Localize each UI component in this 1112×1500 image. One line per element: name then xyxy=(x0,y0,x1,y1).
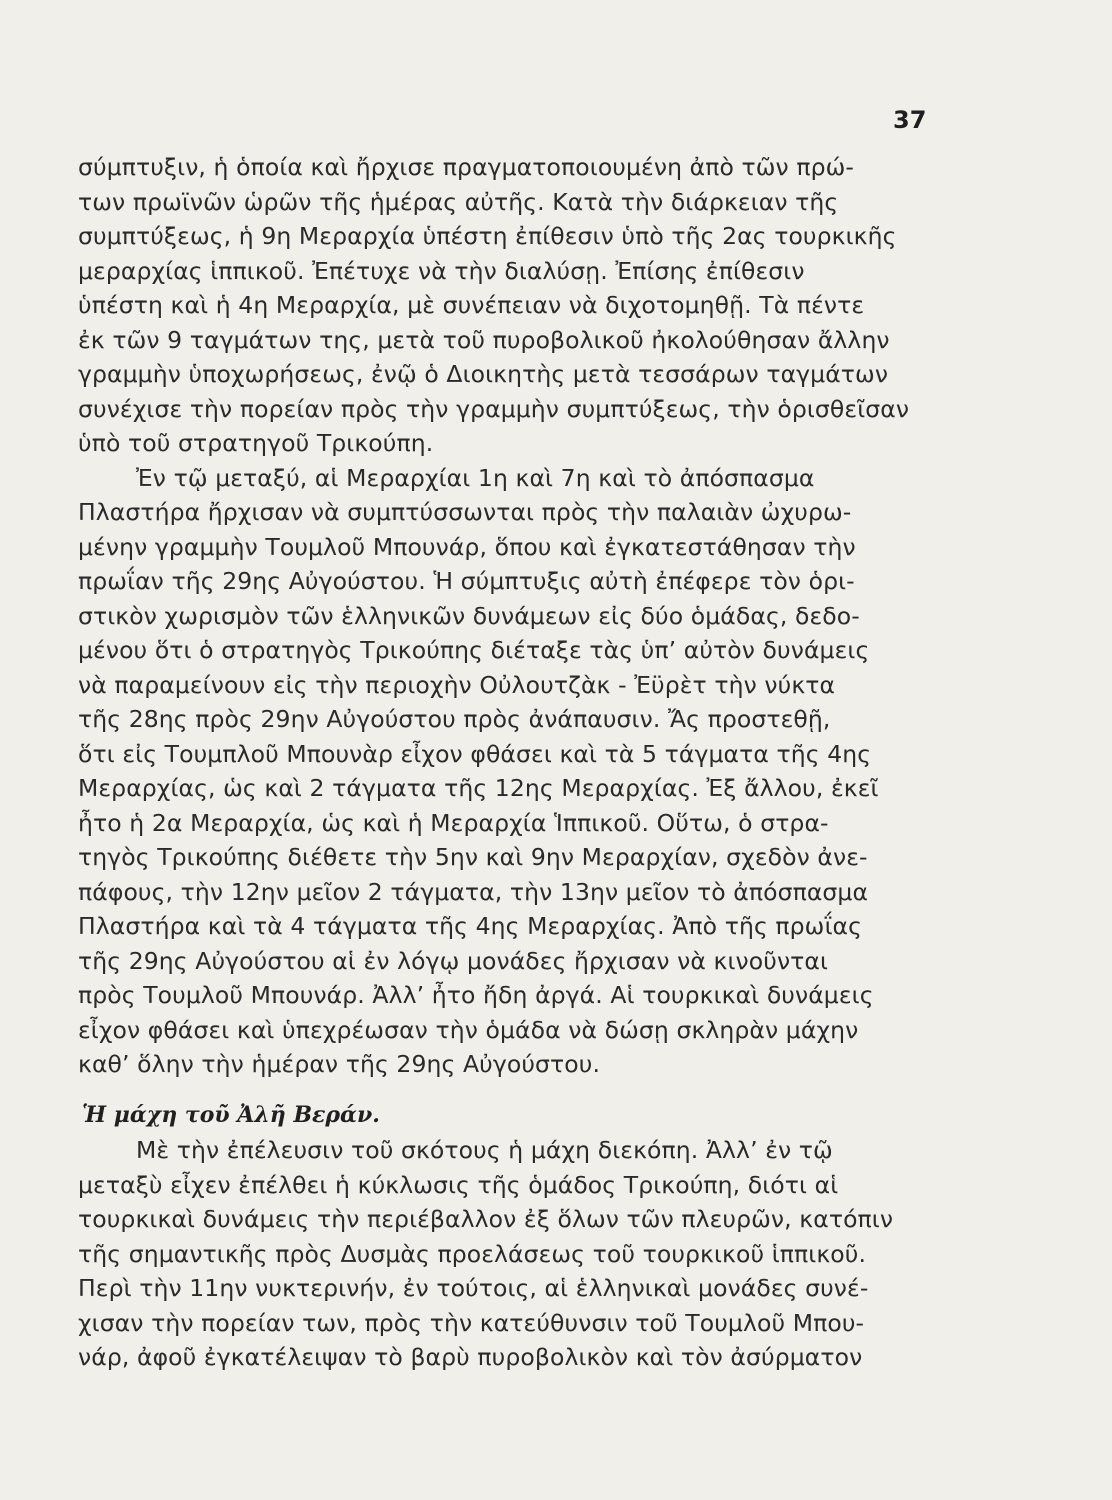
text-line: εἶχον φθάσει καὶ ὑπεχρέωσαν τὴν ὁμάδα νὰ δώσῃ σκληρὰν μάχην xyxy=(78,1015,859,1044)
body-text-top xyxy=(78,150,923,1082)
text-line: μεραρχίας ἱππικοῦ. Ἐπέτυχε νὰ τὴν διαλύσῃ. Ἐπίσης ἐπίθεσιν xyxy=(78,256,805,285)
text-line: χισαν τὴν πορείαν των, πρὸς τὴν κατεύθυνσιν τοῦ Τουμλοῦ Μπου- xyxy=(78,1308,865,1337)
text-line: ἦτο ἡ 2α Μεραρχία, ὡς καὶ ἡ Μεραρχία Ἱππικοῦ. Οὕτω, ὁ στρα- xyxy=(78,808,829,837)
text-line: τηγὸς Τρικούπης διέθετε τὴν 5ην καὶ 9ην Μεραρχίαν, σχεδὸν ἀνε- xyxy=(78,843,868,871)
text-line: ἐκ τῶν 9 ταγμάτων της, μετὰ τοῦ πυροβολικοῦ ἠκολούθησαν ἄλλην xyxy=(78,325,890,354)
text-line: καθ’ ὅλην τὴν ἡμέραν τῆς 29ης Αὐγούστου. xyxy=(78,1050,601,1078)
text-line: ὑπέστη καὶ ἡ 4η Μεραρχία, μὲ συνέπειαν νὰ διχοτομηθῇ. Τὰ πέντε xyxy=(78,291,865,319)
text-line: τουρκικαὶ δυνάμεις τὴν περιέβαλλον ἐξ ὅλων τῶν πλευρῶν, κατόπιν xyxy=(78,1205,894,1233)
text-line: συμπτύξεως, ἡ 9η Μεραρχία ὑπέστη ἐπίθεσιν ὑπὸ τῆς 2ας τουρκικῆς xyxy=(78,222,897,250)
body-text-bottom xyxy=(78,1133,923,1375)
text-line: Περὶ τὴν 11ην νυκτερινήν, ἐν τούτοις, αἱ ἑλληνικαὶ μονάδες συνέ- xyxy=(78,1274,869,1302)
text-line: ὅτι εἰς Τουμπλοῦ Μπουνὰρ εἶχον φθάσει καὶ τὰ 5 τάγματα τῆς 4ης xyxy=(78,739,872,768)
text-line: πρωΐαν τῆς 29ης Αὐγούστου. Ἡ σύμπτυξις αὐτὴ ἐπέφερε τὸν ὁρι- xyxy=(78,567,855,595)
text-line: τῆς 28ης πρὸς 29ην Αὐγούστου πρὸς ἀνάπαυσιν. Ἄς προστεθῇ, xyxy=(78,705,831,733)
text-line: μεταξὺ εἶχεν ἐπέλθει ἡ κύκλωσις τῆς ὁμάδος Τρικούπη, διότι αἱ xyxy=(78,1170,839,1199)
text-line: μένην γραμμὴν Τουμλοῦ Μπουνάρ, ὅπου καὶ ἐγκατεστάθησαν τὴν xyxy=(78,532,856,561)
text-line: νὰ παραμείνουν εἰς τὴν περιοχὴν Οὐλουτζὰκ - Ἐϋρὲτ τὴν νύκτα xyxy=(78,670,836,699)
text-line: σύμπτυξιν, ἡ ὁποία καὶ ἤρχισε πραγματοποιουμένη ἀπὸ τῶν πρώ- xyxy=(78,153,854,181)
text-line: μένου ὅτι ὁ στρατηγὸς Τρικούπης διέταξε τὰς ὑπ’ αὐτὸν δυνάμεις xyxy=(78,636,870,664)
text-line: ὑπὸ τοῦ στρατηγοῦ Τρικούπη. xyxy=(78,429,434,457)
text-line: Μὲ τὴν ἐπέλευσιν τοῦ σκότους ἡ μάχη διεκόπη. Ἀλλ’ ἐν τῷ xyxy=(136,1136,833,1164)
text-line: πάφους, τὴν 12ην μεῖον 2 τάγματα, τὴν 13ην μεῖον τὸ ἀπόσπασμα xyxy=(78,877,869,906)
text-line: συνέχισε τὴν πορείαν πρὸς τὴν γραμμὴν συμπτύξεως, τὴν ὁρισθεῖσαν xyxy=(78,394,910,423)
text-line: γραμμὴν ὑποχωρήσεως, ἐνῷ ὁ Διοικητὴς μετὰ τεσσάρων ταγμάτων xyxy=(78,360,889,388)
text-line: Πλαστήρα καὶ τὰ 4 τάγματα τῆς 4ης Μεραρχίας. Ἀπὸ τῆς πρωΐας xyxy=(78,912,862,940)
text-line: νάρ, ἀφοῦ ἐγκατέλειψαν τὸ βαρὺ πυροβολικὸν καὶ τὸν ἀσύρματον xyxy=(78,1343,863,1371)
text-line: πρὸς Τουμλοῦ Μπουνάρ. Ἀλλ’ ἦτο ἤδη ἀργά. Αἱ τουρκικαὶ δυνάμεις xyxy=(78,981,874,1009)
text-line: στικὸν χωρισμὸν τῶν ἑλληνικῶν δυνάμεων εἰς δύο ὁμάδας, δεδο- xyxy=(78,601,860,630)
text-line: τῆς σημαντικῆς πρὸς Δυσμὰς προελάσεως τοῦ τουρκικοῦ ἱππικοῦ. xyxy=(78,1239,867,1268)
text-line: τῆς 29ης Αὐγούστου αἱ ἐν λόγῳ μονάδες ἤρχισαν νὰ κινοῦνται xyxy=(78,946,829,975)
text-line: Μεραρχίας, ὡς καὶ 2 τάγματα τῆς 12ης Μεραρχίας. Ἐξ ἄλλου, ἐκεῖ xyxy=(78,774,879,802)
page-number: 37 xyxy=(893,106,927,134)
text-line: Πλαστήρα ἤρχισαν νὰ συμπτύσσωνται πρὸς τὴν παλαιὰν ὠχυρω- xyxy=(78,498,852,526)
section-heading: Ἡ μάχη τοῦ Ἀλῆ Βεράν. xyxy=(82,1102,380,1128)
text-line: των πρωϊνῶν ὡρῶν τῆς ἡμέρας αὐτῆς. Κατὰ τὴν διάρκειαν τῆς xyxy=(78,187,839,216)
text-line: Ἐν τῷ μεταξύ, αἱ Μεραρχίαι 1η καὶ 7η καὶ τὸ ἀπόσπασμα xyxy=(136,463,815,492)
